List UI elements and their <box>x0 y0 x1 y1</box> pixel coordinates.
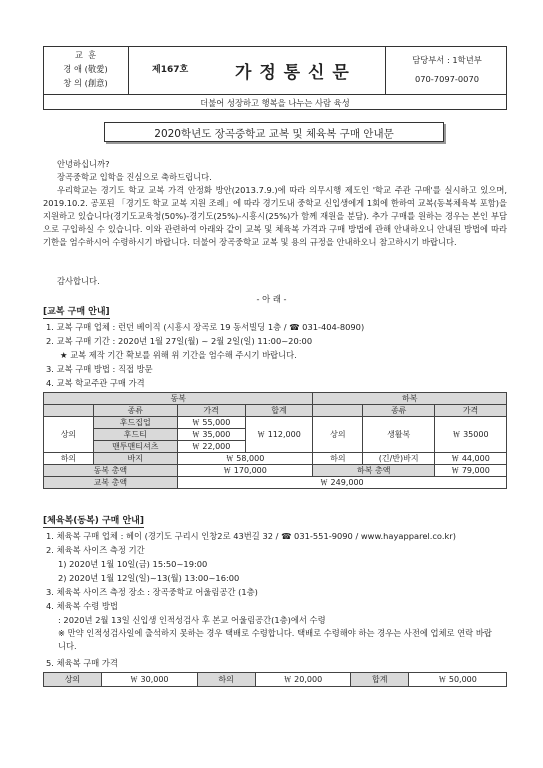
pe-item: 3. 체육복 사이즈 측정 장소 : 장곡중학교 어울림공간 (1층) <box>46 587 258 597</box>
item-price: ￦ 58,000 <box>177 453 313 465</box>
item-name: 바지 <box>93 453 177 465</box>
motto-text: 교 <box>74 50 83 60</box>
row-label: 하의 <box>313 453 363 465</box>
page-title: 가 정 통 신 문 <box>235 63 350 83</box>
item-price: ￦ 22,000 <box>177 441 245 453</box>
below-marker: - 아 래 - <box>256 294 287 304</box>
motto-text: (創意) <box>84 78 108 88</box>
dept-phone: 070-7097-0070 <box>414 74 480 84</box>
pe-item: 5. 체육복 구매 가격 <box>46 658 118 668</box>
pe-date: 1) 2020년 1월 10일(금) 15:50~19:00 <box>58 559 208 569</box>
issue-number: 제167호 <box>152 65 189 75</box>
total-label: 교복 총액 <box>44 477 178 489</box>
pe-heading: [체육복(동복) 구매 안내] <box>43 516 144 526</box>
table-cell <box>313 405 363 417</box>
row-label: 상의 <box>44 417 94 453</box>
item-name: (긴/반)바지 <box>363 453 435 465</box>
uniform-heading: [교복 구매 안내] <box>43 307 110 317</box>
uniform-item: 2. 교복 구매 기간 : 2020년 1월 27일(월) ~ 2월 2일(일) 11:00~20:00 <box>46 336 313 346</box>
total-label: 하복 총액 <box>313 465 435 477</box>
table-row <box>44 405 507 417</box>
table-cell <box>44 405 94 417</box>
slogan: 더불어 성장하고 행복을 나누는 사람 육성 <box>200 98 350 108</box>
row-label: 하의 <box>44 453 94 465</box>
item-name: 맨투맨티셔츠 <box>93 441 177 453</box>
pe-date: 2) 2020년 1월 12일(일)~13(월) 13:00~16:00 <box>58 573 240 583</box>
table-row <box>44 465 507 477</box>
total-value: ￦ 170,000 <box>177 465 313 477</box>
item-price: ￦ 35,000 <box>177 429 245 441</box>
table-row <box>44 393 507 405</box>
motto-row <box>43 49 128 61</box>
pe-price-table <box>43 672 507 687</box>
col-header: 가격 <box>177 405 245 417</box>
col-header: 종류 <box>363 405 435 417</box>
greeting-line: 안녕하십니까? <box>57 159 110 169</box>
thanks-line: 감사합니다. <box>57 276 100 286</box>
pe-label: 하의 <box>197 673 255 687</box>
table-row <box>44 453 507 465</box>
table-row <box>44 673 507 687</box>
greeting-line: 장곡중학교 입학을 진심으로 축하드립니다. <box>57 172 212 182</box>
table-row <box>44 477 507 489</box>
pe-price: ￦ 20,000 <box>255 673 351 687</box>
pe-item: 4. 체육복 수령 방법 <box>46 601 118 611</box>
pe-price: ￦ 30,000 <box>101 673 197 687</box>
col-header: 종류 <box>93 405 177 417</box>
uniform-price-table <box>43 392 507 489</box>
notice-title-box <box>104 122 444 142</box>
pe-item <box>46 530 456 542</box>
item-price: ￦ 44,000 <box>435 453 507 465</box>
total-value: ￦ 79,000 <box>435 465 507 477</box>
motto-text: 경 애 <box>63 64 82 74</box>
dept-label: 담당부서 : 1학년부 <box>412 55 482 65</box>
pe-label: 상의 <box>44 673 102 687</box>
winter-header: 동복 <box>44 393 313 405</box>
slogan-bar <box>43 94 507 110</box>
school-motto <box>43 46 129 94</box>
summer-header: 하복 <box>313 393 507 405</box>
pe-receive: : 2020년 2월 13일 신입생 인적성검사 후 본교 어울림공간(1층)에서 수령 <box>58 615 326 625</box>
item-name: 생활복 <box>363 417 435 453</box>
motto-text: (敬愛) <box>84 64 108 74</box>
item-sum: ￦ 112,000 <box>245 417 313 453</box>
uniform-item: 4. 교복 학교주관 구매 가격 <box>46 378 145 388</box>
item-name: 후드티 <box>93 429 177 441</box>
pe-note: ※ 만약 인적성검사일에 출석하지 못하는 경우 택배로 수령합니다. 택배로 수령해야 하는 경우는 사전에 업체로 연락 바랍니다. <box>58 628 492 651</box>
motto-row <box>43 77 128 89</box>
pe-price: ￦ 50,000 <box>409 673 507 687</box>
item-name: 후드집업 <box>93 417 177 429</box>
item-price: ￦ 55,000 <box>177 417 245 429</box>
dept-box <box>385 46 508 94</box>
col-header: 가격 <box>435 405 507 417</box>
total-value: ￦ 249,000 <box>177 477 506 489</box>
uniform-item: 3. 교복 구매 방법 : 직접 방문 <box>46 364 153 374</box>
motto-text: 창 의 <box>63 78 82 88</box>
motto-row <box>43 63 128 75</box>
table-row <box>44 417 507 429</box>
uniform-note: ★ 교복 제작 기간 확보를 위해 위 기간을 엄수해 주시기 바랍니다. <box>60 350 297 360</box>
motto-text: 훈 <box>88 50 97 60</box>
col-header: 합계 <box>245 405 313 417</box>
row-label: 상의 <box>313 417 363 453</box>
pe-label: 합계 <box>351 673 409 687</box>
item-price: ￦ 35000 <box>435 417 507 453</box>
pe-item-text: 1. 체육복 구매 업체 : 헤이 (경기도 구리시 인창2로 43번길 32 / ☎ 031-551-9090 / www.hayapparel.co.kr) <box>46 531 456 541</box>
body-paragraph: 우리학교는 경기도 학교 교복 가격 안정화 방안(2013.7.9.)에 따라 의무시행 제도인 '학교 주관 구매'를 실시하고 있으며, 2019.10.2. 공포된 「경기도 학교 교복 지원 조례」에 따라 경기도내 중학교 신입생에게 1회에 한하여 교복(동복체육복 포함)을 지원하고 있습니다(경기도교육청(50%)-경기도(25%)-시흥시(25%)가 함께 재원을 분담). 추가 구매를 원하는 경우는 본인 부담으로 구입하실 수 있습니다. 이와 관련하여 아래와 같이 교복 및 체육복 가격과 구매 방법에 관해 안내하오니 안내된 방법에 따라 기한을 엄수하시어 수령하시기 바랍니다. 더불어 장곡중학교 교복 및 용의 규정을 안내하오니 참고하시기 바랍니다. <box>43 185 507 247</box>
pe-item: 2. 체육복 사이즈 측정 기간 <box>46 545 145 555</box>
total-label: 동복 총액 <box>44 465 178 477</box>
uniform-item: 1. 교복 구매 업체 : 런던 베이직 (시흥시 장곡로 19 동서빌딩 1층 / ☎ 031-404-8090) <box>46 322 365 332</box>
notice-title: 2020학년도 장곡중학교 교복 및 체육복 구매 안내문 <box>154 128 394 140</box>
